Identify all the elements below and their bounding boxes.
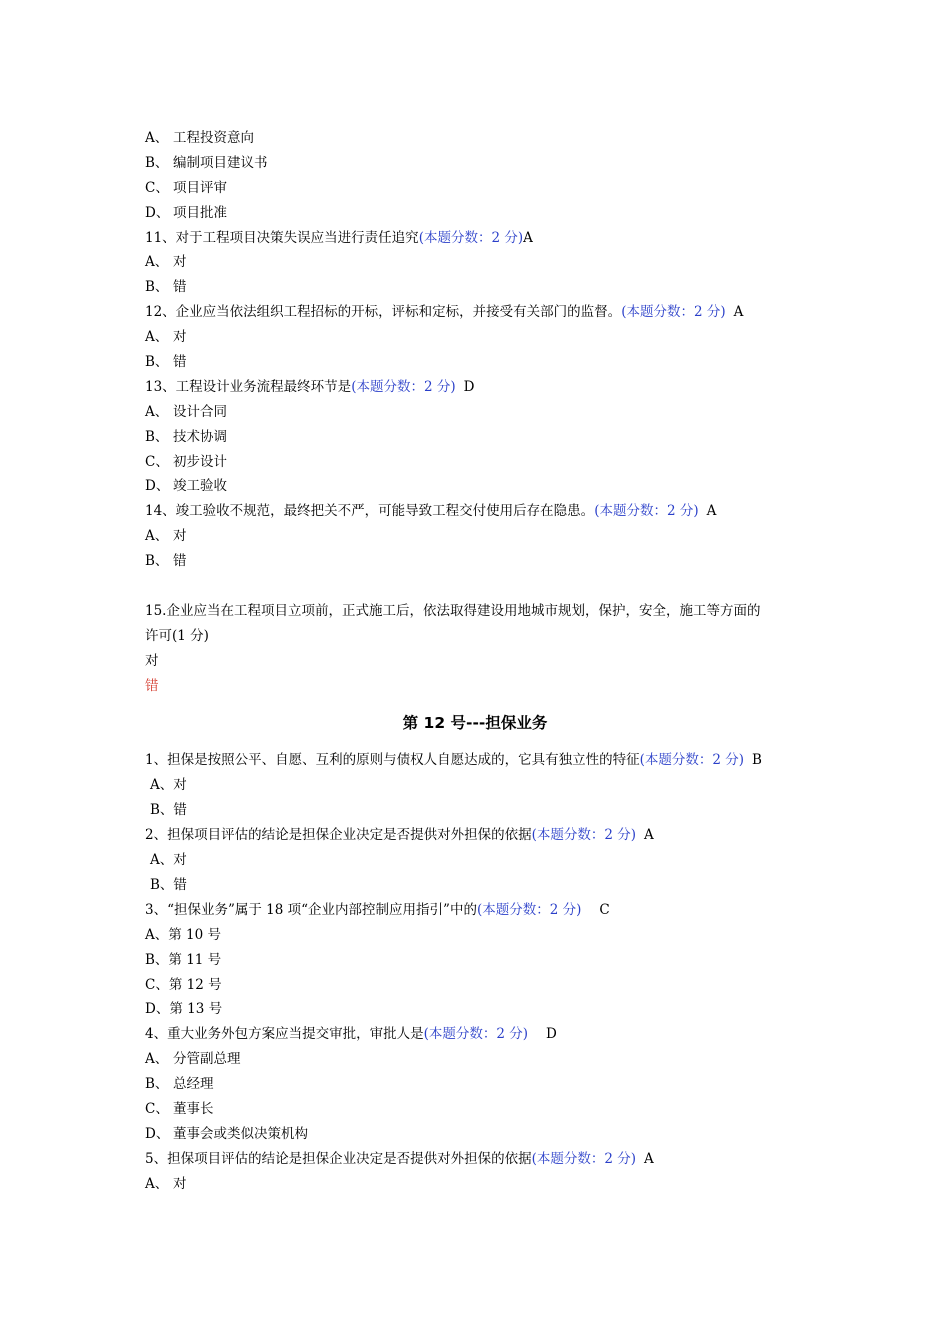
option-line: A、对 (150, 852, 187, 869)
question-stem: 14、竣工验收不规范，最终把关不严，可能导致工程交付使用后存在隐患。 (145, 503, 595, 520)
question-line (145, 300, 805, 325)
option-letter: C、 (145, 179, 169, 196)
option-text: 错 (173, 553, 187, 570)
question-line (145, 1022, 805, 1047)
option-letter: B、 (145, 279, 169, 296)
option-letter: A、 (145, 130, 169, 146)
option-line (145, 1172, 805, 1197)
option-letter: B、 (145, 428, 169, 445)
document-page (145, 126, 805, 1197)
option-line (145, 450, 805, 475)
option-line: A、第 10 号 (145, 926, 222, 943)
option-letter: A、 (145, 528, 169, 545)
option-text: 项目评审 (173, 179, 227, 196)
option-line (145, 1122, 805, 1147)
question-stem: 4、重大业务外包方案应当提交审批，审批人是 (145, 1026, 424, 1043)
option-text: 董事长 (173, 1100, 214, 1117)
option-line (145, 1072, 805, 1097)
question-line (145, 898, 805, 923)
question-stem: 5、担保项目评估的结论是担保企业决定是否提供对外担保的依据 (145, 1150, 532, 1167)
option-line (145, 425, 805, 450)
option-letter: B、 (145, 1076, 169, 1093)
option-text: 错 (173, 354, 187, 371)
question-answer: A (644, 827, 654, 844)
option-line (145, 474, 805, 499)
option-text: 总经理 (173, 1076, 214, 1093)
option-text: 错 (173, 279, 187, 296)
option-line (145, 275, 805, 300)
option-text: 竣工验收 (173, 478, 227, 495)
question-line-continued: 许可(1 分) (145, 627, 209, 644)
option-letter: B、 (145, 354, 169, 371)
question-stem: 13、工程设计业务流程最终环节是 (145, 378, 352, 395)
option-line: B、第 11 号 (145, 951, 222, 968)
question-line (145, 748, 805, 773)
question-answer: D (546, 1026, 557, 1043)
question-score: (本题分数：2 分) (423, 1026, 529, 1043)
blank-line (145, 574, 805, 599)
option-letter: D、 (145, 478, 170, 495)
option-letter: D、 (145, 204, 170, 221)
question-score: (本题分数：2 分) (351, 378, 456, 395)
option-line (145, 325, 805, 350)
question-answer: A (706, 503, 717, 520)
option-letter: C、 (145, 1100, 169, 1117)
option-letter: D、 (145, 1125, 170, 1142)
option-line: B、错 (150, 876, 187, 893)
question-score: (本题分数：2 分) (476, 901, 582, 918)
question-line (145, 375, 805, 400)
option-line: C、第 12 号 (145, 976, 222, 993)
question-line (145, 823, 805, 848)
question-score: (本题分数：2 分) (621, 304, 726, 321)
option-letter: A、 (145, 1051, 169, 1068)
question-answer: C (599, 901, 610, 918)
option-line (145, 400, 805, 425)
option-line: B、错 (150, 802, 187, 819)
question-line: 15.企业应当在工程项目立项前，正式施工后，依法取得建设用地城市规划，保护，安全，施工等方面的 (145, 602, 761, 619)
option-line (145, 1047, 805, 1072)
question-score: (本题分数：2 分) (531, 827, 637, 844)
option-text: 对 (173, 329, 187, 346)
option-line (145, 350, 805, 375)
option-line: D、第 13 号 (145, 1001, 223, 1018)
option-letter: A、 (145, 1175, 169, 1192)
question-stem: 2、担保项目评估的结论是担保企业决定是否提供对外担保的依据 (145, 827, 532, 844)
option-false-highlighted: 错 (145, 677, 159, 694)
question-stem: 1、担保是按照公平、自愿、互利的原则与债权人自愿达成的，它具有独立性的特征 (145, 752, 640, 769)
option-text: 对 (173, 254, 187, 271)
question-answer: A (644, 1150, 654, 1167)
option-line (145, 151, 805, 176)
option-text: 设计合同 (173, 403, 227, 420)
option-line (145, 126, 805, 151)
question-answer: A (733, 304, 744, 321)
option-text: 技术协调 (173, 428, 227, 445)
option-text: 工程投资意向 (173, 130, 254, 146)
question-answer: A (523, 229, 533, 246)
question-line (145, 1147, 805, 1172)
question-answer: B (752, 752, 762, 769)
option-letter: B、 (145, 553, 169, 570)
option-true: 对 (145, 652, 159, 669)
option-line (145, 176, 805, 201)
option-text: 董事会或类似决策机构 (173, 1125, 308, 1142)
option-letter: A、 (145, 254, 169, 271)
option-letter: A、 (145, 329, 169, 346)
section-title: 第 12 号---担保业务 (402, 714, 548, 733)
question-line (145, 226, 805, 251)
question-score: (本题分数：2 分) (531, 1150, 637, 1167)
option-text: 对 (173, 1175, 187, 1192)
option-text: 对 (173, 528, 187, 545)
option-text: 分管副总理 (173, 1051, 241, 1068)
option-letter: B、 (145, 154, 169, 171)
question-answer: D (463, 378, 475, 395)
question-stem: 3、“担保业务”属于 18 项“企业内部控制应用指引”中的 (145, 901, 477, 918)
option-letter: A、 (145, 403, 169, 420)
option-text: 初步设计 (173, 453, 227, 470)
option-text: 编制项目建议书 (173, 154, 268, 171)
option-line: A、对 (150, 777, 187, 794)
question-line (145, 499, 805, 524)
question-score: (本题分数：2 分) (639, 752, 745, 769)
option-line (145, 1097, 805, 1122)
question-stem: 12、企业应当依法组织工程招标的开标，评标和定标，并接受有关部门的监督。 (145, 304, 622, 321)
question-score: (本题分数：2 分) (594, 503, 699, 520)
option-line (145, 201, 805, 226)
question-stem: 11、对于工程项目决策失误应当进行责任追究 (145, 229, 419, 246)
question-score: (本题分数：2 分) (418, 229, 524, 246)
option-text: 项目批准 (173, 204, 227, 221)
option-line (145, 549, 805, 574)
option-letter: C、 (145, 453, 169, 470)
option-line (145, 524, 805, 549)
option-line (145, 250, 805, 275)
